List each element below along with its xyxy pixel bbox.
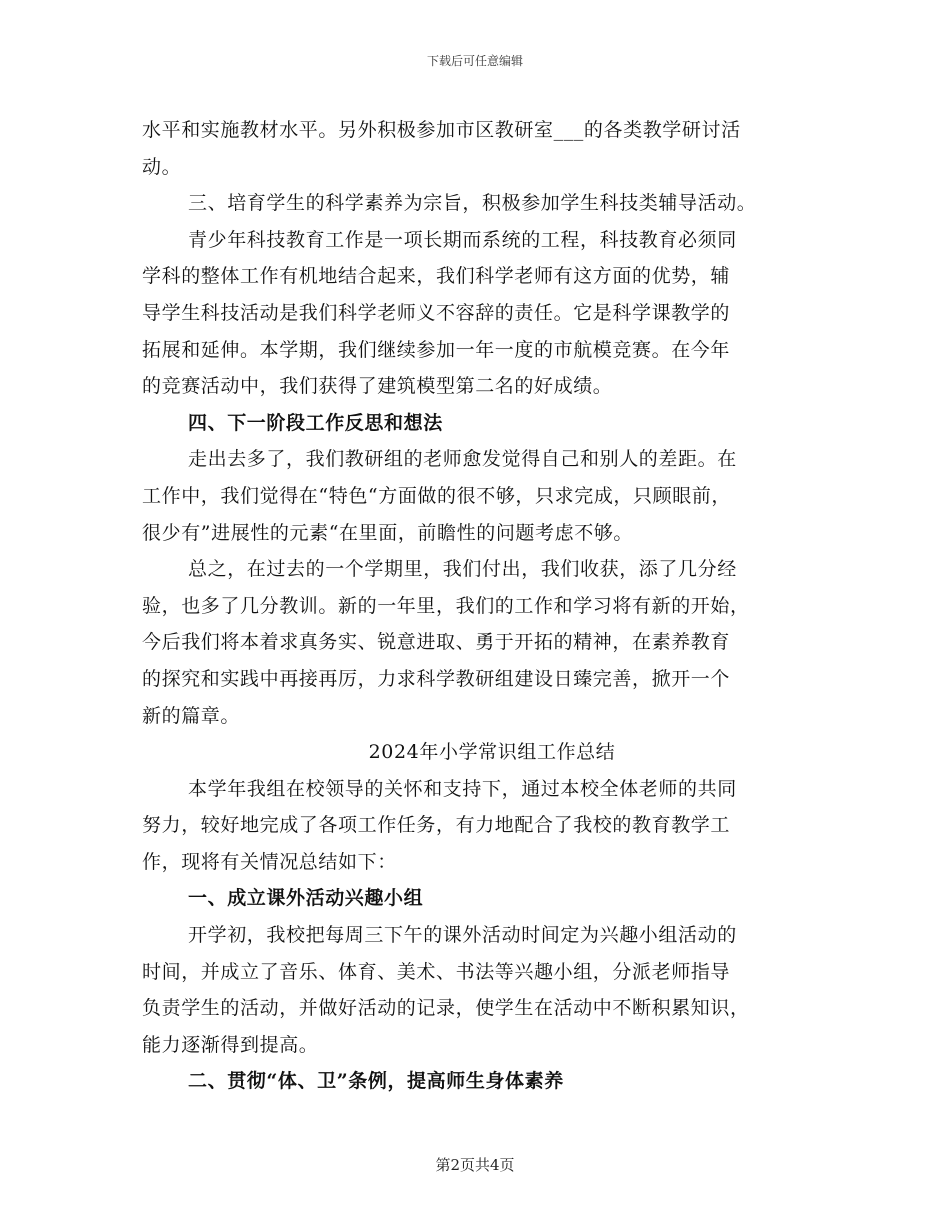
text-line: 水平和实施教材水平。另外积极参加市区教研室___的各类教学研讨活 bbox=[142, 119, 741, 141]
document-title: 2024年小学常识组工作总结 bbox=[368, 741, 616, 764]
text-line: 新的篇章。 bbox=[142, 704, 241, 727]
text-line: 本学年我组在校领导的关怀和支持下，通过本校全体老师的共同 bbox=[188, 777, 737, 800]
text-line: 时间，并成立了音乐、体育、美术、书法等兴趣小组，分派老师指导 bbox=[142, 960, 731, 983]
text-line: 今后我们将本着求真务实、锐意进取、勇于开拓的精神，在素养教育 bbox=[142, 631, 731, 654]
text-line: 总之，在过去的一个学期里，我们付出，我们收获，添了几分经 bbox=[188, 558, 737, 581]
text-line: 的竞赛活动中，我们获得了建筑模型第二名的好成绩。 bbox=[142, 375, 613, 398]
text-line: 导学生科技活动是我们科学老师义不容辞的责任。它是科学课教学的 bbox=[142, 301, 731, 324]
page-header: 下载后可任意编辑 bbox=[426, 54, 523, 68]
page-footer: 第2页共4页 bbox=[435, 1156, 515, 1174]
text-line: 的探究和实践中再接再厉，力求科学教研组建设日臻完善，掀开一个 bbox=[142, 667, 731, 690]
text-line: 作，现将有关情况总结如下： bbox=[142, 850, 397, 873]
document-body bbox=[142, 112, 812, 1100]
text-line: 努力，较好地完成了各项工作任务，有力地配合了我校的教育教学工 bbox=[142, 814, 731, 837]
text-line: 学科的整体工作有机地结合起来，我们科学老师有这方面的优势，辅 bbox=[142, 265, 731, 288]
text-line: 青少年科技教育工作是一项长期而系统的工程，科技教育必须同 bbox=[188, 228, 737, 251]
text-line: 开学初，我校把每周三下午的课外活动时间定为兴趣小组活动的 bbox=[188, 924, 737, 947]
section-heading: 一、成立课外活动兴趣小组 bbox=[188, 887, 424, 910]
text-line: 三、培育学生的科学素养为宗旨，积极参加学生科技类辅导活动。 bbox=[188, 192, 757, 215]
text-line: 很少有”进展性的元素“在里面，前瞻性的问题考虑不够。 bbox=[142, 521, 634, 544]
text-line: 工作中，我们觉得在“特色“方面做的很不够，只求完成，只顾眼前， bbox=[142, 484, 732, 507]
text-line: 拓展和延伸。本学期，我们继续参加一年一度的市航模竞赛。在今年 bbox=[142, 338, 731, 361]
text-line: 能力逐渐得到提高。 bbox=[142, 1033, 319, 1056]
section-heading: 二、贯彻“体、卫”条例，提高师生身体素养 bbox=[188, 1070, 564, 1093]
text-line: 走出去多了，我们教研组的老师愈发觉得自己和别人的差距。在 bbox=[188, 448, 737, 471]
text-line: 动。 bbox=[142, 155, 182, 178]
text-line: 验，也多了几分教训。新的一年里，我们的工作和学习将有新的开始， bbox=[142, 594, 750, 617]
section-heading: 四、下一阶段工作反思和想法 bbox=[188, 411, 443, 434]
text-line: 负责学生的活动，并做好活动的记录，使学生在活动中不断积累知识， bbox=[142, 997, 750, 1020]
